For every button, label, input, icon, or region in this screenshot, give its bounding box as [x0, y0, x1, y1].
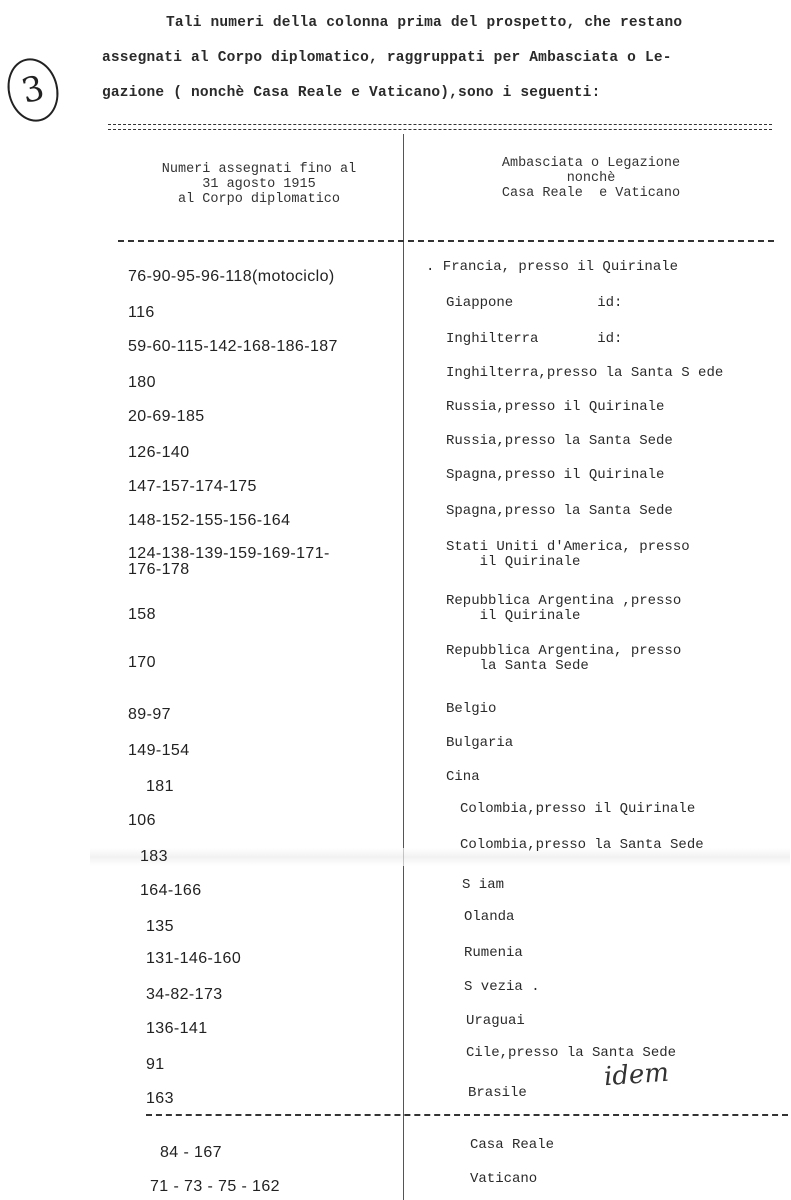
row-numbers: 20-69-185 [128, 408, 205, 425]
row-legation: Rumenia [464, 945, 523, 961]
row-numbers: 149-154 [128, 742, 190, 759]
header-right: Ambasciata o Legazione nonchè Casa Reale e Vaticano [501, 156, 681, 201]
row-legation: Stati Uniti d'America, presso il Quirinale [446, 539, 690, 570]
row-legation: Russia,presso la Santa Sede [446, 433, 673, 449]
row-numbers: 106 [128, 812, 156, 829]
row-legation: Russia,presso il Quirinale [446, 399, 665, 415]
footer-numbers: 84 - 167 [160, 1144, 222, 1161]
row-legation: Inghilterra,presso la Santa S ede [446, 365, 724, 381]
row-numbers: 135 [146, 918, 174, 935]
footer-numbers: 71 - 73 - 75 - 162 [150, 1178, 280, 1195]
row-numbers: 158 [128, 606, 156, 623]
row-legation: Uraguai [466, 1013, 525, 1029]
page-number: 3 [1, 53, 65, 127]
row-numbers: 91 [146, 1056, 165, 1073]
row-numbers: 59-60-115-142-168-186-187 [128, 338, 338, 355]
row-legation: Spagna,presso il Quirinale [446, 467, 665, 483]
row-numbers: 163 [146, 1090, 174, 1107]
row-numbers: 76-90-95-96-118(motociclo) [128, 268, 335, 285]
row-legation: Bulgaria [446, 735, 514, 751]
column-divider [403, 134, 404, 1200]
row-legation: Colombia,presso la Santa Sede [460, 837, 704, 853]
row-legation: Colombia,presso il Quirinale [460, 801, 696, 817]
double-rule [108, 124, 772, 130]
row-numbers: 136-141 [146, 1020, 208, 1037]
row-legation: Spagna,presso la Santa Sede [446, 503, 673, 519]
intro-line: Tali numeri della colonna prima del prospetto, che restano [166, 15, 683, 31]
row-legation: Repubblica Argentina, presso la Santa Sede [446, 643, 682, 674]
intro-line: gazione ( nonchè Casa Reale e Vaticano),sono i seguenti: [102, 85, 601, 101]
row-legation: . Francia, presso il Quirinale [426, 259, 679, 275]
row-numbers: 180 [128, 374, 156, 391]
row-numbers: 164-166 [140, 882, 202, 899]
row-numbers: 126-140 [128, 444, 190, 461]
intro-paragraph [102, 6, 782, 111]
footer-legation: Vaticano [470, 1171, 538, 1187]
row-legation: Giappone id: [446, 295, 623, 311]
row-legation: Cina [446, 769, 480, 785]
row-numbers: 116 [128, 304, 155, 321]
row-numbers: 183 [140, 848, 168, 865]
row-legation: Inghilterra id: [446, 331, 623, 347]
footer-legation: Casa Reale [470, 1137, 555, 1153]
header-left: Numeri assegnati fino al 31 agosto 1915 al Corpo diplomatico [161, 162, 357, 207]
row-legation: Brasile [468, 1085, 527, 1101]
row-numbers: 170 [128, 654, 156, 671]
row-numbers: 181 [146, 778, 174, 795]
intro-line: assegnati al Corpo diplomatico, raggruppati per Ambasciata o Le- [102, 50, 672, 66]
row-legation: Cile,presso la Santa Sede [466, 1045, 677, 1061]
row-numbers: 131-146-160 [146, 950, 242, 967]
row-numbers: 147-157-174-175 [128, 478, 257, 495]
row-legation: Repubblica Argentina ,presso il Quirinale [446, 593, 682, 624]
header-rule [118, 240, 774, 242]
handwritten-note: idem [603, 1057, 670, 1093]
row-legation: S vezia . [464, 979, 540, 995]
row-numbers: 89-97 [128, 706, 171, 723]
row-legation: Belgio [446, 701, 497, 717]
row-legation: Olanda [464, 909, 515, 925]
footer-rule [146, 1114, 788, 1116]
row-numbers: 124-138-139-159-169-171- 176-178 [128, 545, 330, 578]
row-legation: S iam [462, 877, 505, 893]
row-numbers: 148-152-155-156-164 [128, 512, 291, 529]
row-numbers: 34-82-173 [146, 986, 223, 1003]
